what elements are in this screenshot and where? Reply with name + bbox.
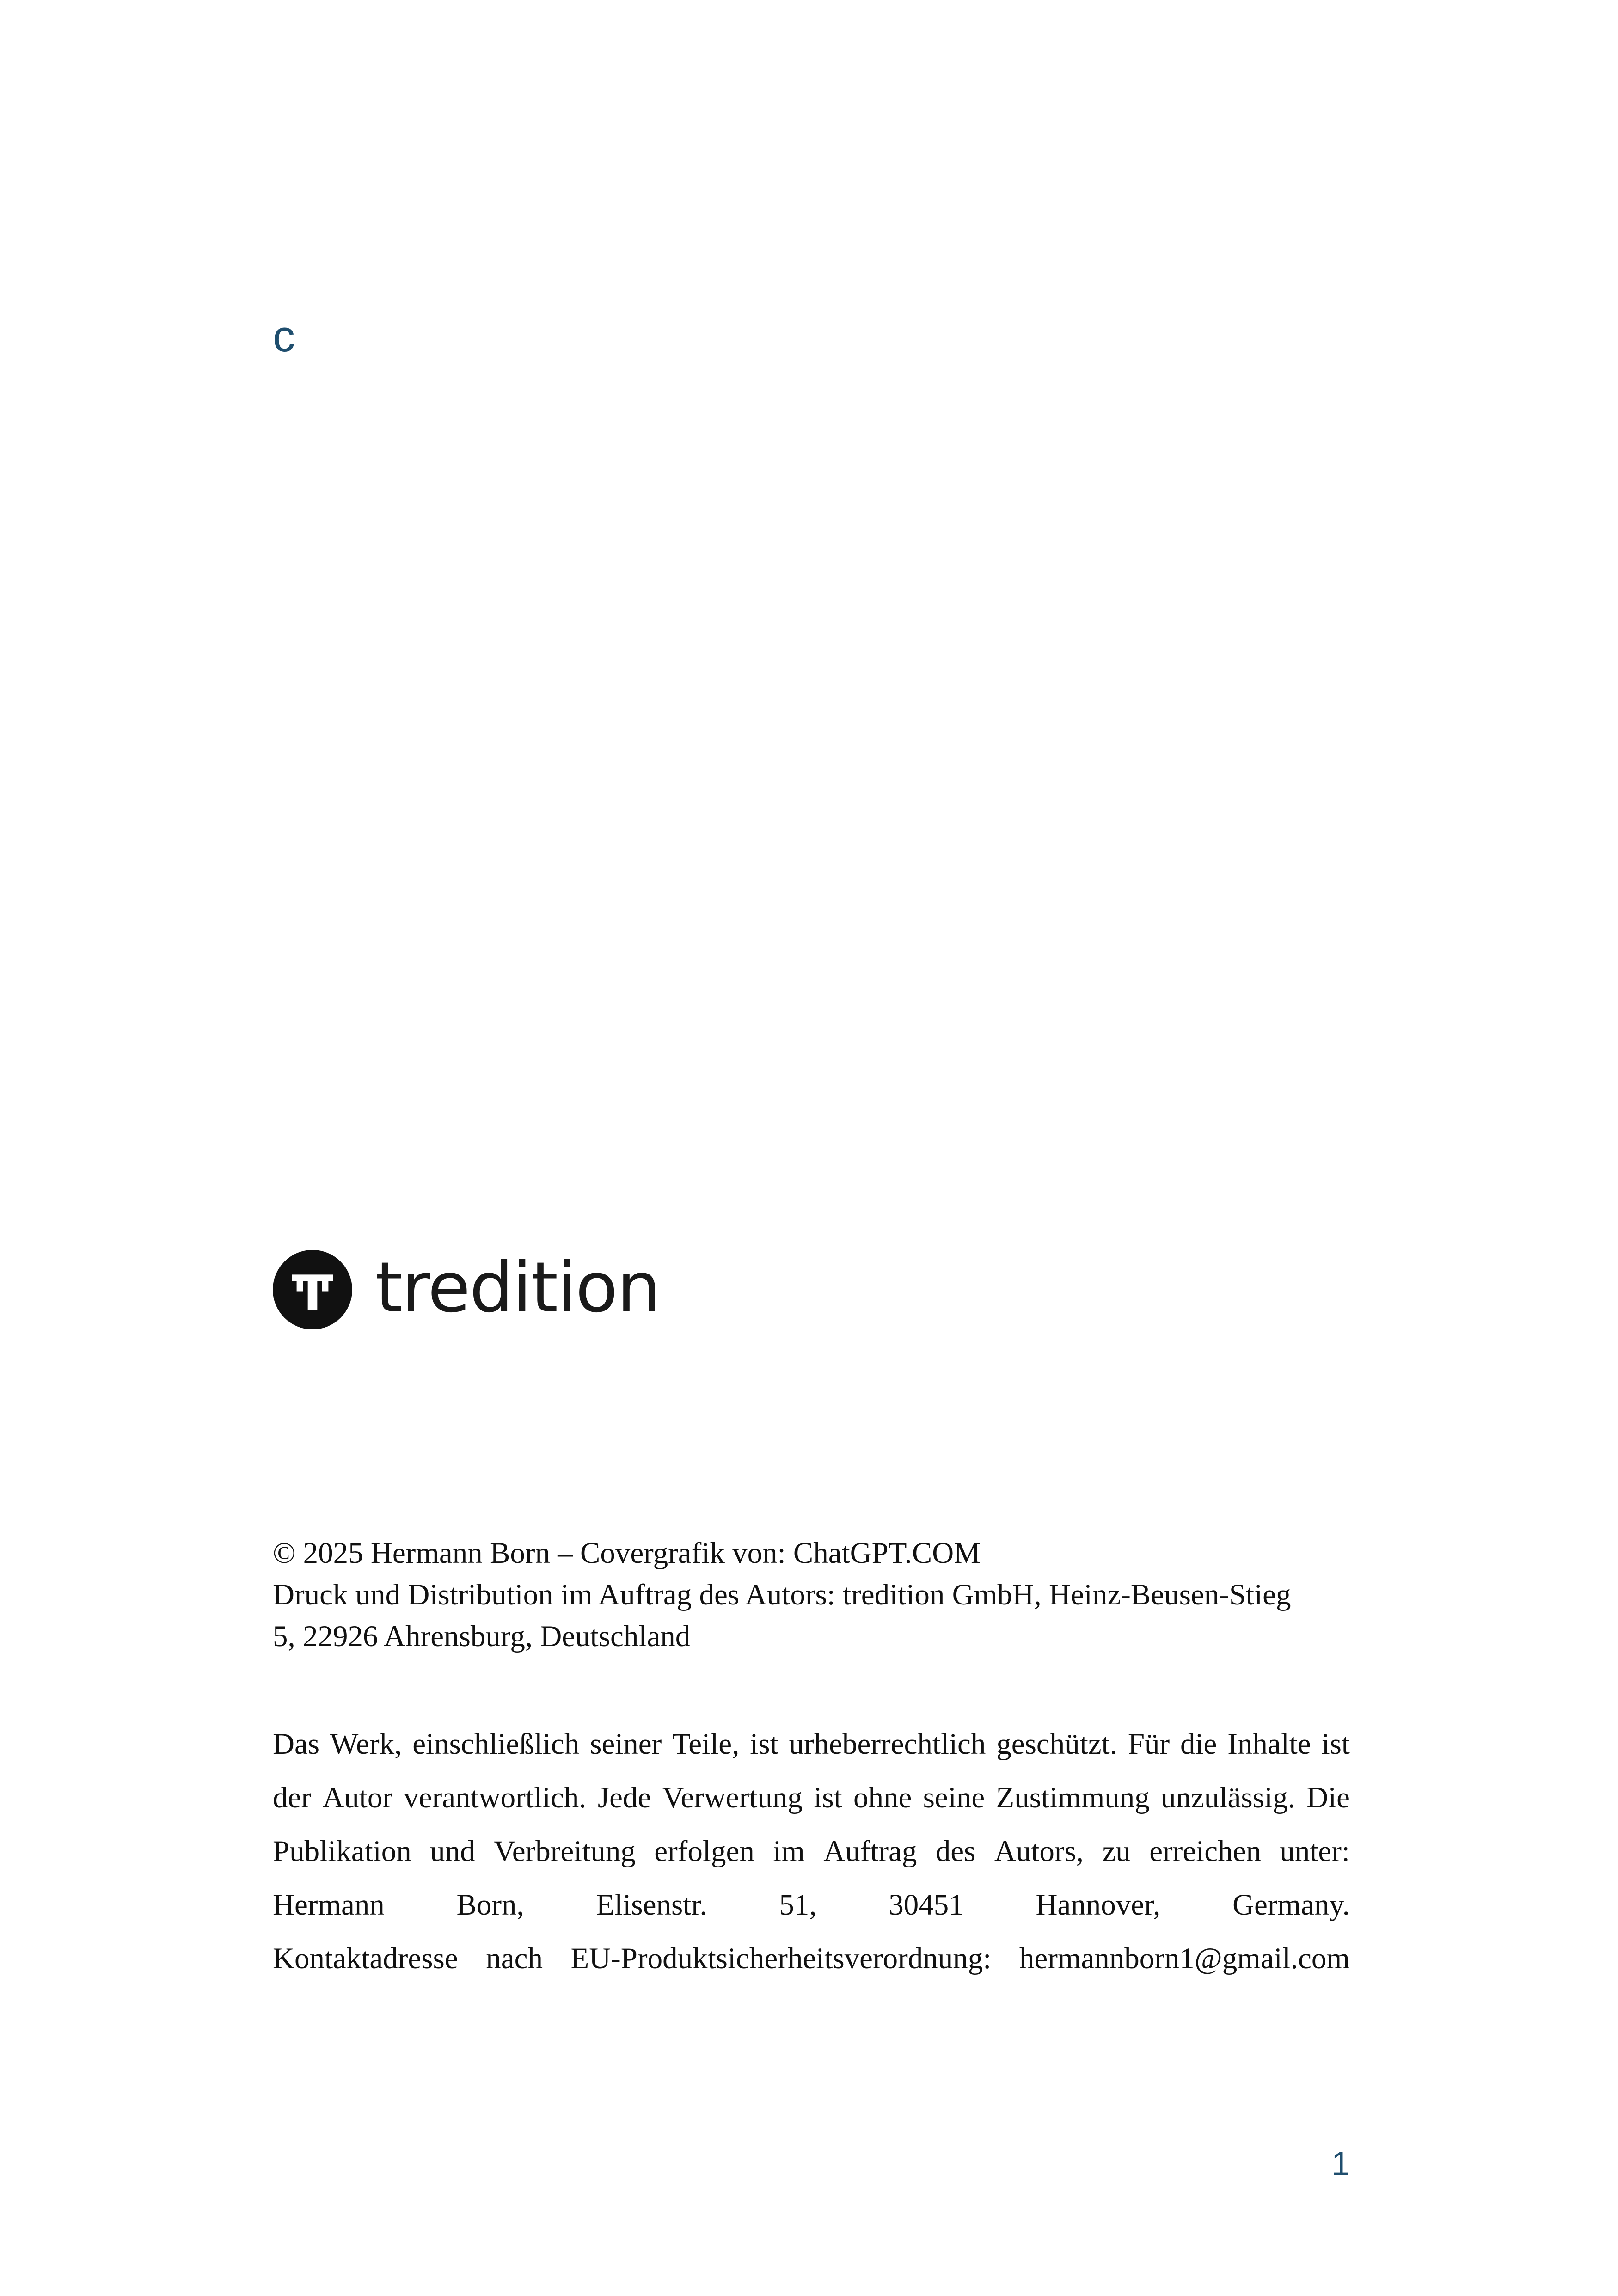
legal-word: Germany. [1232, 1888, 1350, 1922]
legal-word: EU-Produktsicherheitsverordnung: [570, 1942, 992, 1975]
legal-line-2 [273, 1771, 1350, 1825]
legal-word: hermannborn1@gmail.com [1019, 1942, 1350, 1975]
legal-word: Kontaktadresse [273, 1942, 458, 1975]
legal-word: die [1180, 1727, 1217, 1761]
legal-word: erfolgen [654, 1835, 754, 1868]
legal-word: nach [486, 1942, 543, 1975]
legal-word: zu [1102, 1835, 1131, 1868]
distribution-line: Druck und Distribution im Auftrag des Autors: tredition GmbH, Heinz-Beusen-Stieg [273, 1578, 1291, 1611]
legal-word: Das [273, 1727, 320, 1761]
publisher-wordmark: tredition [375, 1248, 660, 1328]
legal-word: Teile, [672, 1727, 740, 1761]
legal-word: 30451 [889, 1888, 964, 1922]
legal-word: Inhalte [1227, 1727, 1311, 1761]
legal-word: ist [750, 1727, 778, 1761]
legal-word: ist [814, 1781, 842, 1814]
copyright-line: © 2025 Hermann Born – Covergrafik von: ChatGPT.COM [273, 1537, 981, 1570]
legal-word: erreichen [1149, 1835, 1261, 1868]
legal-word: Die [1306, 1781, 1350, 1814]
legal-word: seine [923, 1781, 985, 1814]
legal-word: Für [1128, 1727, 1170, 1761]
legal-word: Elisenstr. [596, 1888, 707, 1922]
legal-word: unzulässig. [1161, 1781, 1295, 1814]
legal-word: urheberrechtlich [789, 1727, 986, 1761]
legal-line-4 [273, 1878, 1350, 1932]
legal-word: unter: [1280, 1835, 1350, 1868]
legal-word: ist [1321, 1727, 1350, 1761]
legal-notice [273, 1717, 1350, 1985]
publisher-logo [273, 1248, 660, 1331]
legal-word: Verbreitung [494, 1835, 636, 1868]
legal-word: im [773, 1835, 805, 1868]
legal-word: Hermann [273, 1888, 385, 1922]
legal-word: Zustimmung [996, 1781, 1150, 1814]
legal-word: des [935, 1835, 976, 1868]
legal-word: Autor [322, 1781, 392, 1814]
legal-word: Verwertung [662, 1781, 803, 1814]
legal-word: und [430, 1835, 475, 1868]
legal-line-1 [273, 1717, 1350, 1771]
legal-word: Auftrag [823, 1835, 917, 1868]
legal-word: einschließlich [412, 1727, 580, 1761]
legal-word: verantwortlich. [404, 1781, 587, 1814]
legal-line-5 [273, 1932, 1350, 1985]
legal-line-3 [273, 1825, 1350, 1878]
legal-word: Hannover, [1036, 1888, 1161, 1922]
legal-word: Born, [456, 1888, 524, 1922]
page-number: 1 [1331, 2145, 1350, 2182]
legal-word: Werk, [330, 1727, 402, 1761]
legal-word: seiner [590, 1727, 662, 1761]
legal-word: ohne [853, 1781, 912, 1814]
legal-word: geschützt. [996, 1727, 1117, 1761]
legal-word: Publikation [273, 1835, 411, 1868]
legal-word: Autors, [994, 1835, 1084, 1868]
imprint-block [273, 1532, 1350, 1657]
tredition-logo-icon [273, 1250, 352, 1329]
corner-letter: c [273, 312, 295, 361]
address-line: 5, 22926 Ahrensburg, Deutschland [273, 1620, 691, 1653]
legal-word: Jede [597, 1781, 651, 1814]
legal-word: der [273, 1781, 311, 1814]
legal-word: 51, [779, 1888, 817, 1922]
